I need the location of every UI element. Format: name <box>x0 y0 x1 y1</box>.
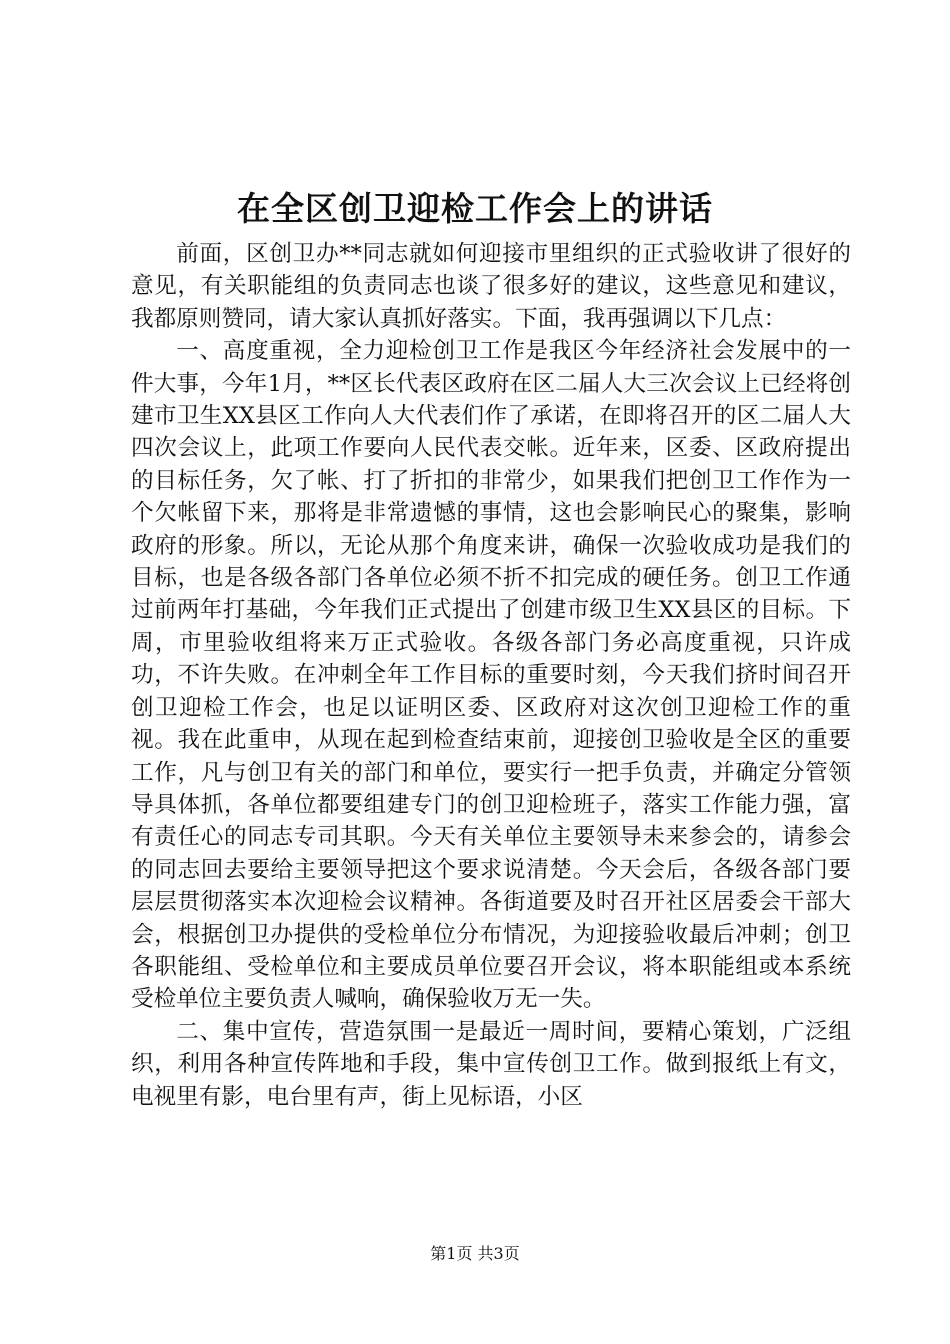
document-body <box>131 238 851 1113</box>
paragraph: 前面，区创卫办**同志就如何迎接市里组织的正式验收讲了很好的意见，有关职能组的负责同志也谈了很多好的建议，这些意见和建议，我都原则赞同，请大家认真抓好落实。下面，我再强调以下几点： <box>131 241 851 332</box>
paragraph: 二、集中宣传，营造氛围一是最近一周时间，要精心策划，广泛组织，利用各种宣传阵地和手段，集中宣传创卫工作。做到报纸上有文，电视里有影，电台里有声，街上见标语，小区 <box>131 1018 851 1110</box>
document-title: 在全区创卫迎检工作会上的讲话 <box>237 189 713 228</box>
page-number-footer: 第1页 共3页 <box>430 1244 520 1263</box>
paragraph: 一、高度重视，全力迎检创卫工作是我区今年经济社会发展中的一件大事，今年1月，**区长代表区政府在区二届人大三次会议上已经将创建市卫生XX县区工作向人大代表们作了承诺，在即将召开的区二届人大四次会议上，此项工作要向人民代表交帐。近年来，区委、区政府提出的目标任务，欠了帐、打了折扣的非常少，如果我们把创卫工作作为一个欠帐留下来，那将是非常遗憾的事情，这也会影响民心的聚集，影响政府的形象。所以，无论从那个角度来讲，确保一次验收成功是我们的目标，也是各级各部门各单位必须不折不扣完成的硬任务。创卫工作通过前两年打基础，今年我们正式提出了创建市级卫生XX县区的目标。下周，市里验收组将来万正式验收。各级各部门务必高度重视，只许成功，不许失败。在冲刺全年工作目标的重要时刻，今天我们挤时间召开创卫迎检工作会，也足以证明区委、区政府对这次创卫迎检工作的重视。我在此重申，从现在起到检查结束前，迎接创卫验收是全区的重要工作，凡与创卫有关的部门和单位，要实行一把手负责，并确定分管领导具体抓，各单位都要组建专门的创卫迎检班子，落实工作能力强，富有责任心的同志专司其职。今天有关单位主要领导未来参会的，请参会的同志回去要给主要领导把这个要求说清楚。今天会后，各级各部门要层层贯彻落实本次迎检会议精神。各街道要及时召开社区居委会干部大会，根据创卫办提供的受检单位分布情况，为迎接验收最后冲刺；创卫各职能组、受检单位和主要成员单位要召开会议，将本职能组或本系统受检单位主要负责人喊响，确保验收万无一失。 <box>131 338 851 1013</box>
